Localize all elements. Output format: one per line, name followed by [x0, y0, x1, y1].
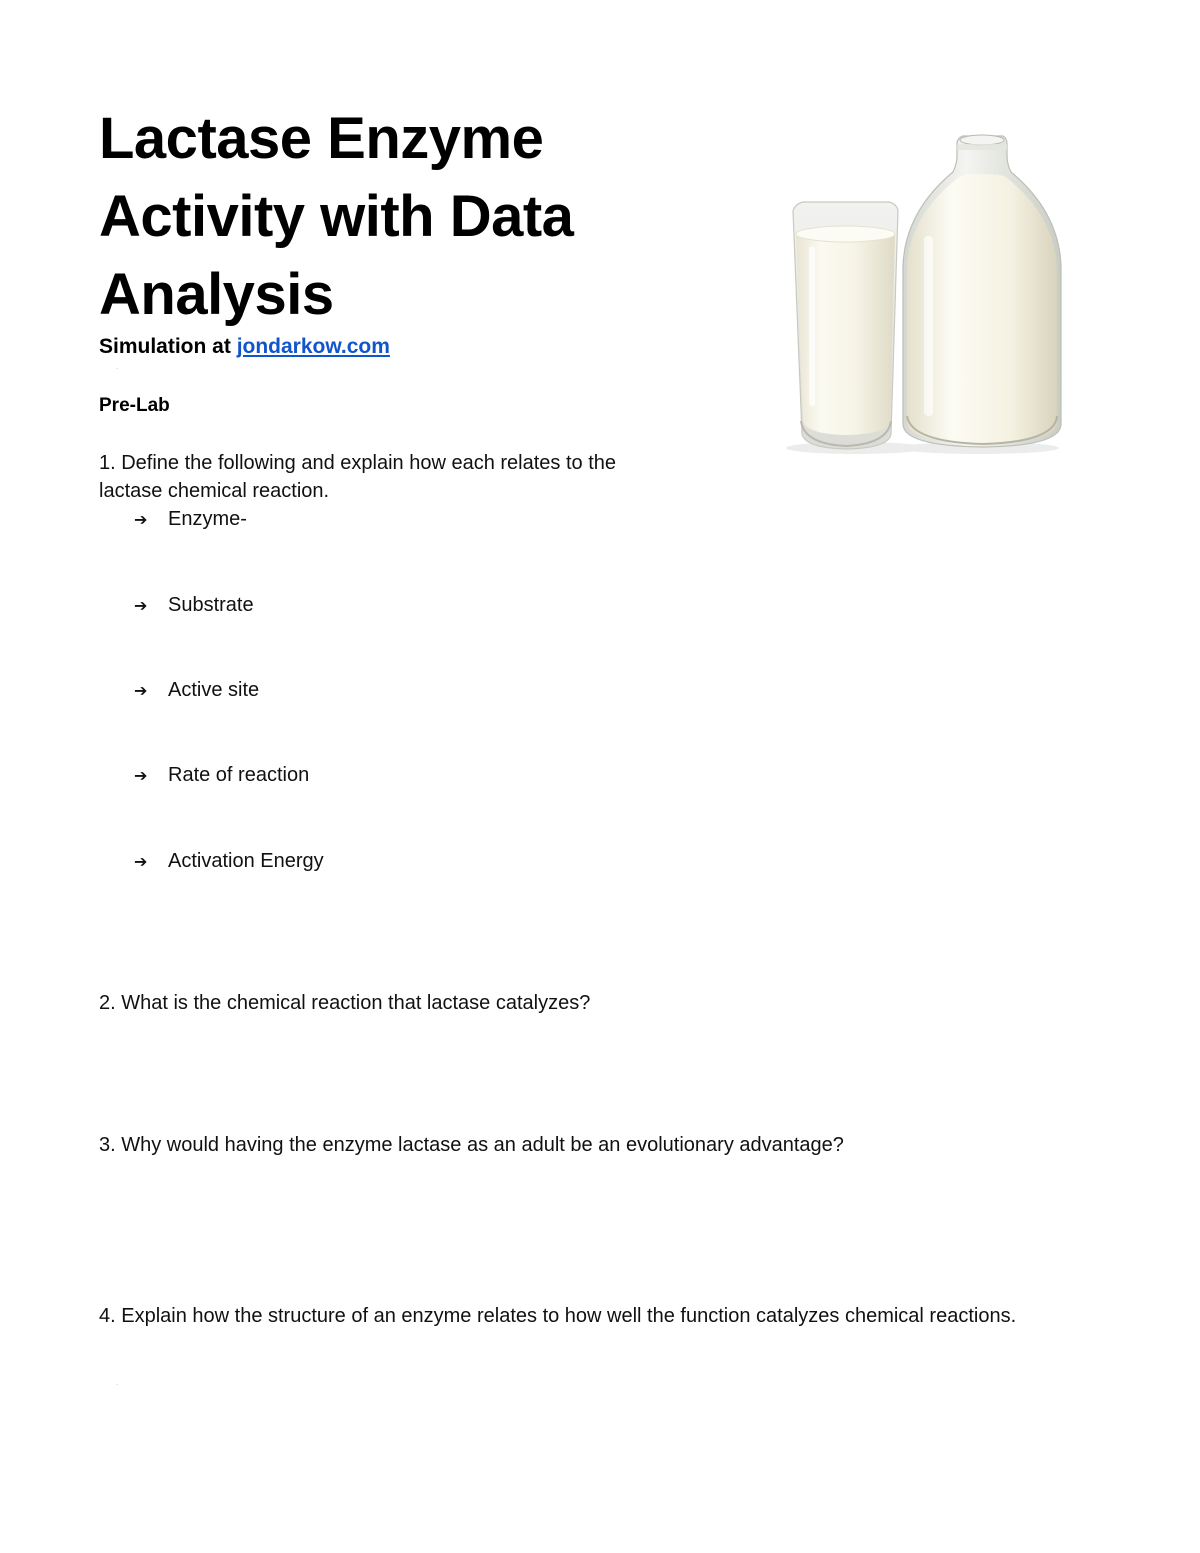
stray-mark: · [116, 1382, 118, 1388]
term-label: Substrate [168, 594, 254, 616]
milk-glass-and-bottle-photo [741, 116, 1081, 456]
term-rate-of-reaction [134, 761, 309, 790]
term-label: Enzyme- [168, 508, 247, 530]
arrow-right-icon: ➔ [134, 510, 148, 529]
term-label: Rate of reaction [168, 764, 310, 786]
question-4: 4. Explain how the structure of an enzyme relates to how well the function catalyzes chemical reactions. [99, 1305, 1017, 1327]
subtitle-prefix: Simulation at [99, 335, 237, 358]
question-1: 1. Define the following and explain how each relates to the lactase chemical reaction. [99, 452, 617, 502]
arrow-right-icon: ➔ [134, 681, 148, 700]
stray-mark: · [116, 366, 118, 372]
arrow-right-icon: ➔ [134, 766, 148, 785]
term-active-site [134, 676, 259, 705]
term-label: Activation Energy [168, 850, 324, 872]
document-title: Lactase Enzyme Activity with Data Analysis [99, 106, 574, 327]
jondarkow-link[interactable]: jondarkow.com [236, 335, 390, 358]
term-label: Active site [168, 679, 260, 701]
simulation-subtitle [99, 333, 390, 361]
term-enzyme [134, 505, 247, 534]
question-2: 2. What is the chemical reaction that lactase catalyzes? [99, 992, 591, 1014]
term-activation-energy [134, 847, 324, 876]
pre-lab-heading: Pre-Lab [99, 395, 170, 416]
term-substrate [134, 591, 254, 620]
question-3: 3. Why would having the enzyme lactase as an adult be an evolutionary advantage? [99, 1134, 844, 1156]
arrow-right-icon: ➔ [134, 596, 148, 615]
arrow-right-icon: ➔ [134, 852, 148, 871]
